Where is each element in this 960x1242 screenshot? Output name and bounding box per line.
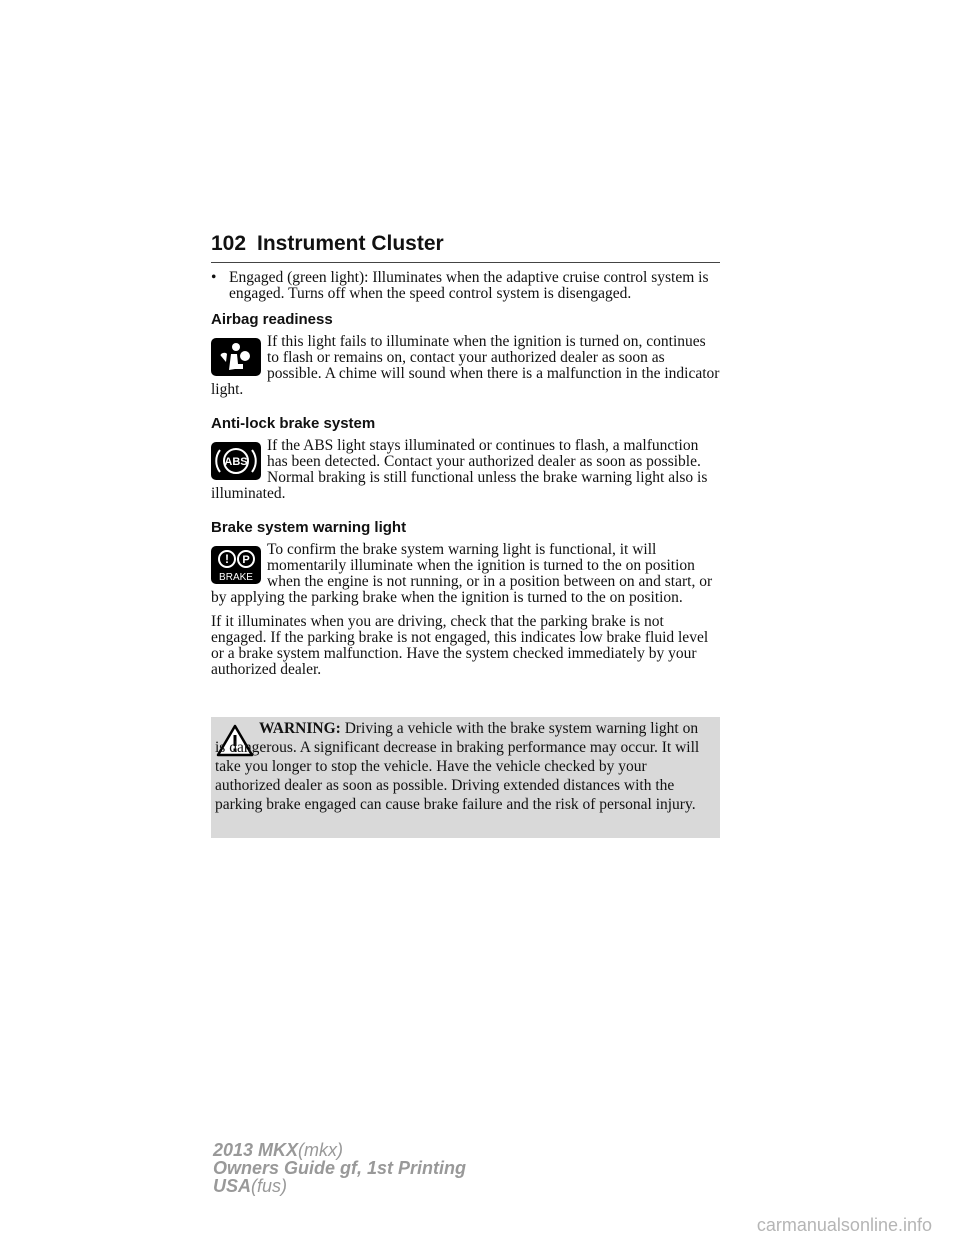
page-number: 102 <box>211 232 247 255</box>
airbag-text: If this light fails to illuminate when the ignition is turned on, continues to flash or remains on, contact your authorized dealer as soon as possible. A chime will sound when there is a malfunction in the indicator light. <box>211 333 720 398</box>
bullet-symbol: • <box>211 269 217 286</box>
footer-line-1 <box>213 1141 466 1159</box>
main-content <box>211 270 721 686</box>
brake-text-2: If it illuminates when you are driving, check that the parking brake is not engaged. If the parking brake is not engaged, this indicates low brake fluid level or a brake system malfunction. Have the system checked immediately by your authorized dealer. <box>211 613 709 678</box>
airbag-seat-icon <box>211 338 261 376</box>
page-footer <box>213 1141 466 1195</box>
abs-heading: Anti-lock brake system <box>211 415 376 432</box>
warning-text: Driving a vehicle with the brake system warning light on is dangerous. A significant decrease in braking performance may occur. It will take you longer to stop the vehicle. Have the vehicle checked by your authorized dealer as soon as possible. Driving extended distances with the parking brake engaged can cause brake failure and the risk of personal injury. <box>215 720 700 813</box>
abs-text: If the ABS light stays illuminated or continues to flash, a malfunction has been detected. Contact your authorized dealer as soon as possible. Normal braking is still functional unless the brake warning light also is illuminated. <box>211 437 708 502</box>
footer-region-code: (fus) <box>251 1176 288 1196</box>
footer-model-code: (mkx) <box>298 1140 344 1160</box>
footer-line-2: Owners Guide gf, 1st Printing <box>213 1158 467 1178</box>
footer-line-3 <box>213 1177 466 1195</box>
brake-p-glyph: P <box>242 554 250 566</box>
airbag-heading: Airbag readiness <box>211 311 333 328</box>
watermark: carmanualsonline.info <box>756 1215 932 1235</box>
list-item <box>211 270 721 302</box>
section-title: Instrument Cluster <box>257 232 444 255</box>
warning-label: WARNING: <box>259 720 341 737</box>
brake-icon-label: BRAKE <box>219 572 253 583</box>
brake-text-1: To confirm the brake system warning light is functional, it will momentarily illuminate when the ignition is turned to the on position when the engine is not running, or in a position between on and start, or by applying the parking brake when the ignition is turned to the on position. <box>211 541 713 606</box>
brake-heading: Brake system warning light <box>211 519 407 536</box>
header-divider <box>211 262 720 263</box>
footer-model: 2013 MKX <box>213 1140 299 1160</box>
brake-exclaim-glyph: ! <box>225 552 229 566</box>
page-header <box>211 232 720 260</box>
list-item-text: Engaged (green light): Illuminates when the adaptive cruise control system is engaged. Turns off when the speed control system is disengaged. <box>229 269 709 302</box>
abs-icon-label: ABS <box>224 456 248 468</box>
abs-icon <box>211 442 261 480</box>
footer-region: USA <box>213 1176 252 1196</box>
brake-warning-icon <box>211 546 261 584</box>
warning-text-block <box>215 719 711 814</box>
warning-box <box>211 717 720 838</box>
